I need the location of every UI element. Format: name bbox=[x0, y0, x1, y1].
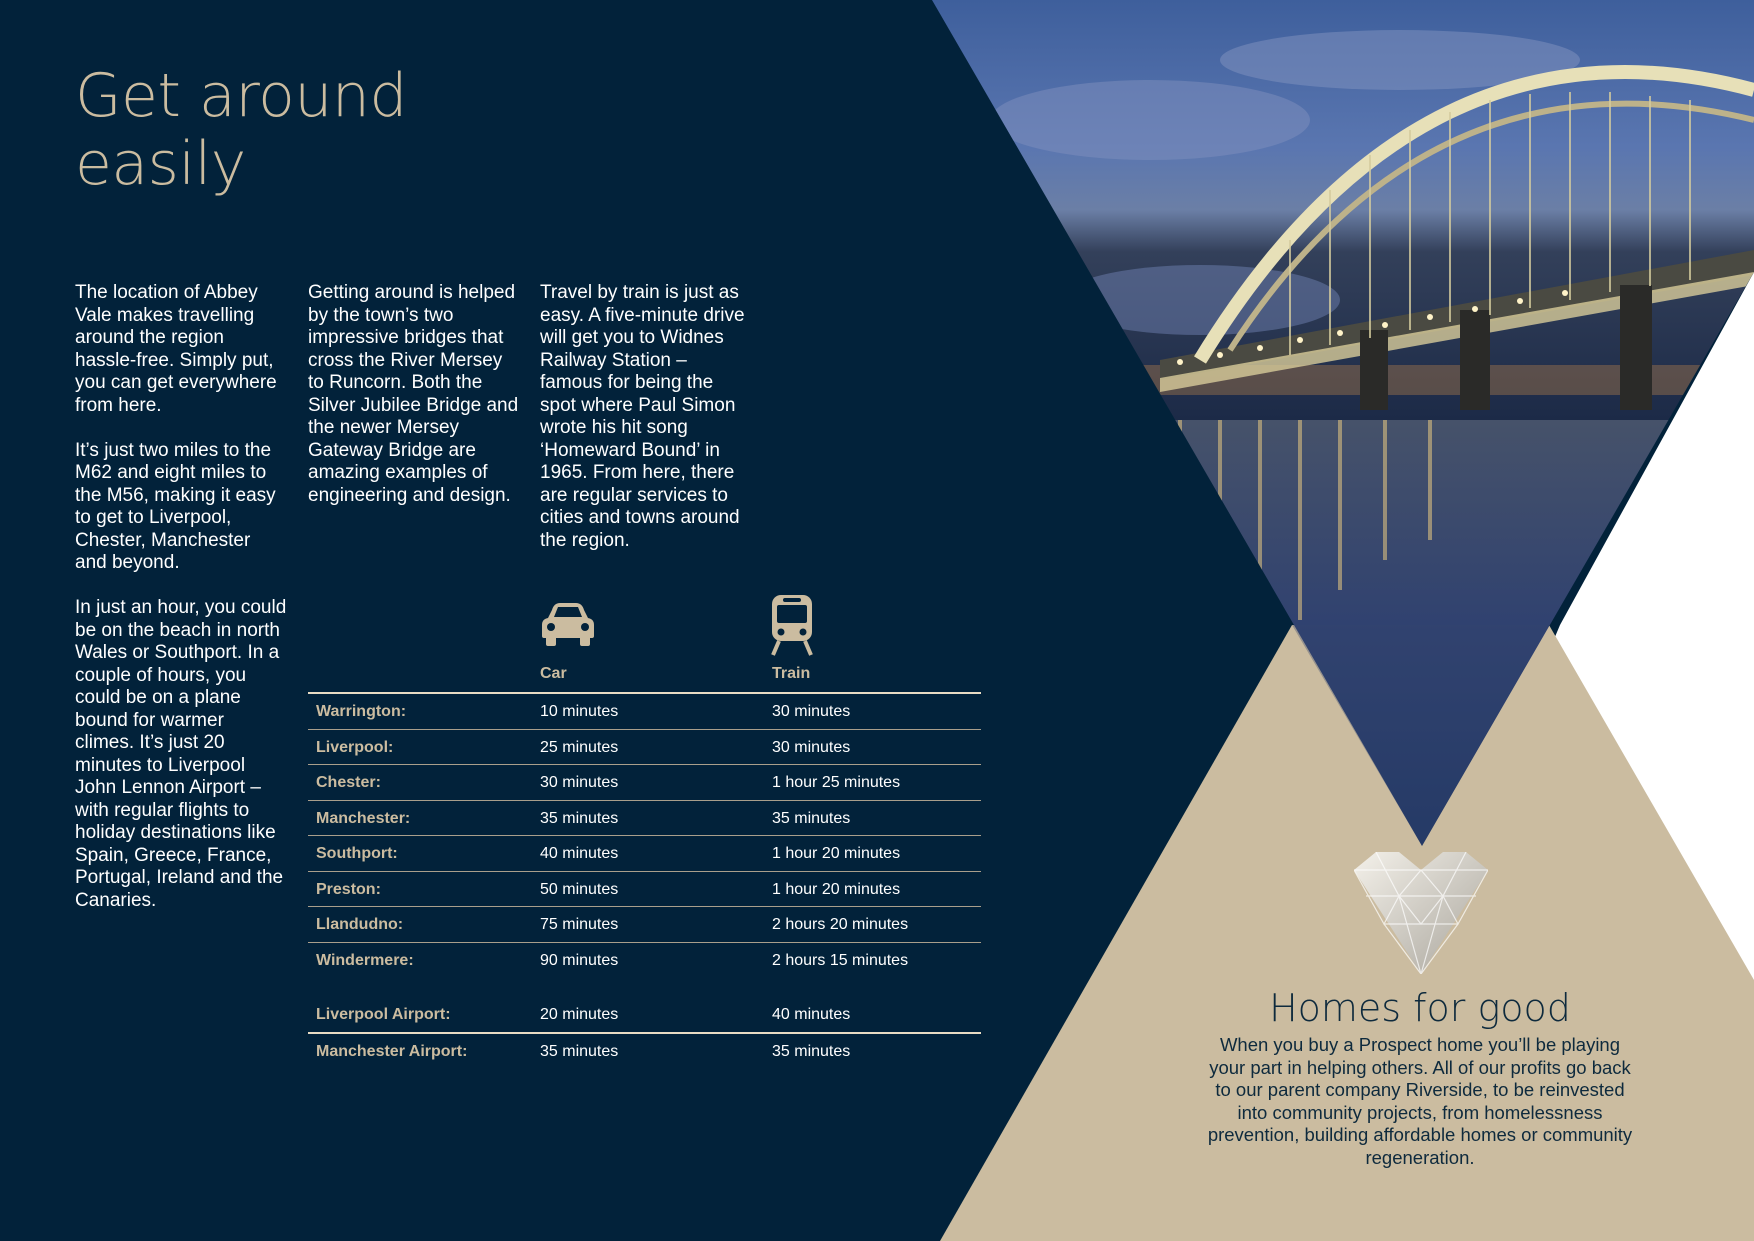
page-title bbox=[75, 62, 575, 198]
destination: Manchester: bbox=[316, 809, 411, 827]
destination: Preston: bbox=[316, 880, 381, 898]
car-time: 35 minutes bbox=[540, 809, 619, 827]
table-row-airport bbox=[308, 997, 981, 1032]
car-time: 35 minutes bbox=[540, 1042, 619, 1060]
destination: Windermere: bbox=[316, 951, 414, 969]
paragraph: The location of Abbey Vale makes travelling around the region hassle-free. Simply put, you can get everywhere from here. bbox=[75, 282, 277, 416]
table-row bbox=[308, 765, 981, 801]
homes-for-good-title: Homes for good bbox=[1269, 986, 1571, 1030]
paragraph: It’s just two miles to the M62 and eight miles to the M56, making it easy to get to Liverpool, Chester, Manchester and beyond. bbox=[75, 439, 276, 573]
travel-times-table bbox=[308, 692, 981, 1068]
header-car: Car bbox=[540, 665, 567, 682]
paragraph: In just an hour, you could be on the beach in north Wales or Southport. In a couple of hours, you could be on a plane bound for warmer climes. It’s just 20 minutes to Liverpool John Lennon Airport – with regular flights to holiday destinations like Spain, Greece, France, Portugal, Ireland and the Canaries. bbox=[75, 597, 287, 911]
table-row bbox=[308, 694, 981, 730]
destination: Llandudno: bbox=[316, 916, 404, 933]
page-title-line2: easily bbox=[75, 129, 246, 199]
car-icon bbox=[540, 600, 596, 648]
train-time: 40 minutes bbox=[772, 1006, 851, 1023]
car-time: 40 minutes bbox=[540, 845, 619, 862]
text-column-3 bbox=[540, 282, 752, 575]
train-time: 30 minutes bbox=[772, 738, 851, 756]
destination: Manchester Airport: bbox=[316, 1042, 468, 1060]
paragraph: Travel by train is just as easy. A five-minute drive will get you to Widnes Railway Station – famous for being the spot where Paul Simon wrote his hit song ‘Homeward Bound’ in 1965. From here, there are regular services to cities and towns around the region. bbox=[540, 282, 745, 551]
car-time: 90 minutes bbox=[540, 951, 619, 969]
table-row bbox=[308, 943, 981, 978]
heart-icon bbox=[1354, 852, 1488, 974]
destination: Southport: bbox=[316, 845, 398, 862]
train-icon bbox=[771, 594, 813, 656]
table-row-airport bbox=[308, 1034, 981, 1069]
destination: Warrington: bbox=[316, 703, 407, 720]
train-time: 2 hours 20 minutes bbox=[772, 916, 909, 933]
text-column-1 bbox=[75, 282, 287, 935]
table-row bbox=[308, 801, 981, 837]
train-time: 30 minutes bbox=[772, 703, 851, 720]
destination: Chester: bbox=[316, 774, 381, 791]
table-row bbox=[308, 872, 981, 908]
page-title-line1: Get around bbox=[75, 61, 407, 131]
car-time: 10 minutes bbox=[540, 703, 619, 720]
car-time: 25 minutes bbox=[540, 738, 619, 756]
car-time: 75 minutes bbox=[540, 916, 619, 933]
table-row bbox=[308, 836, 981, 872]
destination: Liverpool: bbox=[316, 738, 394, 756]
destination: Liverpool Airport: bbox=[316, 1006, 451, 1023]
header-train: Train bbox=[772, 665, 811, 682]
text-column-2 bbox=[308, 282, 520, 530]
train-time: 2 hours 15 minutes bbox=[772, 951, 909, 969]
table-row bbox=[308, 730, 981, 766]
car-time: 20 minutes bbox=[540, 1006, 619, 1023]
train-time: 1 hour 25 minutes bbox=[772, 774, 901, 791]
homes-for-good-body: When you buy a Prospect home you’ll be playing your part in helping others. All of our profits go back to our parent company Riverside, to be reinvested into community projects, from homelessness prevention, building affordable homes or community regeneration. bbox=[1207, 1034, 1633, 1168]
train-time: 35 minutes bbox=[772, 1042, 851, 1060]
train-time: 35 minutes bbox=[772, 809, 851, 827]
train-time: 1 hour 20 minutes bbox=[772, 880, 901, 898]
train-time: 1 hour 20 minutes bbox=[772, 845, 901, 862]
car-time: 50 minutes bbox=[540, 880, 619, 898]
table-row bbox=[308, 907, 981, 943]
car-time: 30 minutes bbox=[540, 774, 619, 791]
paragraph: Getting around is helped by the town’s two impressive bridges that cross the River Mersey to Runcorn. Both the Silver Jubilee Bridge and the newer Mersey Gateway Bridge are amazing examples of engineering and design. bbox=[308, 282, 519, 506]
